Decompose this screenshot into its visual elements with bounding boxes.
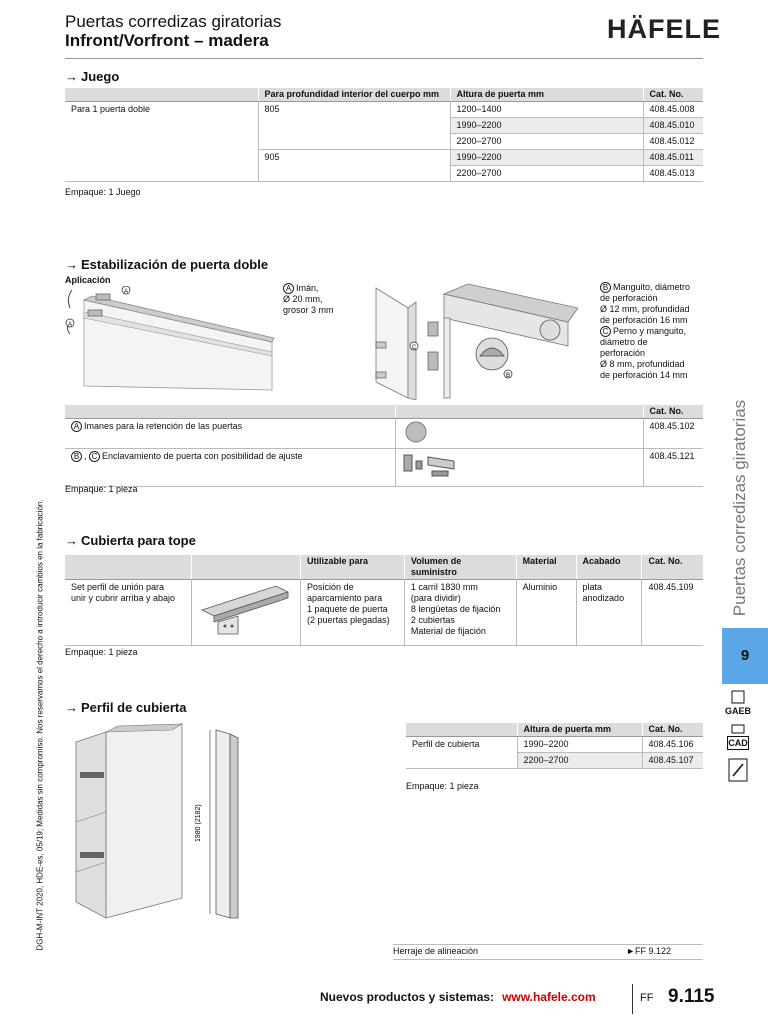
column-header [406, 723, 517, 737]
column-header [65, 405, 395, 419]
page-number-divider [632, 984, 633, 1014]
door-lock-parts-image [402, 451, 462, 481]
magnet-part [96, 294, 110, 300]
row-volume: 1 carril 1830 mm (para dividir) 8 lengüetas de fijación 2 cubiertas Material de fijación [404, 580, 516, 646]
table-header-row [65, 555, 703, 580]
row-finish: plata anodizado [576, 580, 642, 646]
column-header [192, 555, 301, 580]
section-title-cubierta-tope: → Cubierta para tope [65, 533, 196, 548]
arrow-right-icon: → [65, 69, 78, 84]
svg-text:A: A [123, 289, 129, 295]
cross-reference-label: Herraje de alineación [393, 946, 479, 956]
marker-c-icon: C [600, 326, 611, 337]
row-image [395, 449, 643, 487]
column-header [395, 405, 643, 419]
row-cat-no: 408.45.013 [643, 166, 703, 182]
row-cat-no: 408.45.012 [643, 134, 703, 150]
section-code: FF [640, 992, 654, 1004]
row-depth: 805 [258, 102, 450, 150]
svg-text:A: A [67, 322, 73, 328]
table-row [65, 419, 703, 449]
row-cat-no: 408.45.102 [643, 419, 703, 449]
column-header: Cat. No. [643, 405, 703, 419]
row-cat-no: 408.45.106 [642, 737, 703, 753]
row-cat-no: 408.45.109 [642, 580, 703, 646]
table-row [65, 102, 703, 118]
row-description: Set perfil de unión para unir y cubrir arriba y abajo [65, 580, 192, 646]
column-header [65, 88, 258, 102]
table-header-row [406, 723, 703, 737]
column-header: Cat. No. [642, 555, 703, 580]
pencil-document-icon[interactable] [722, 758, 754, 784]
svg-text:B: B [505, 373, 511, 379]
side-category-label: Puertas corredizas giratorias [730, 399, 749, 616]
header-divider [65, 58, 703, 59]
dimension-label: 1980 (2182) [195, 804, 202, 842]
column-header: Cat. No. [642, 723, 703, 737]
juego-table [65, 88, 703, 182]
estabilizacion-table [65, 405, 703, 487]
row-description: Perfil de cubierta [406, 737, 517, 769]
row-height: 2200–2700 [517, 753, 642, 769]
chapter-tab[interactable]: 9 [722, 628, 768, 684]
cross-reference-link[interactable]: ►FF 9.122 [626, 946, 671, 956]
section-title-perfil-cubierta: → Perfil de cubierta [65, 700, 187, 715]
column-header [65, 555, 192, 580]
perfil-cubierta-table [406, 723, 703, 769]
packaging-note: Empaque: 1 pieza [65, 484, 138, 494]
cross-reference-row[interactable] [393, 946, 703, 960]
packaging-note: Empaque: 1 pieza [406, 781, 479, 791]
cubierta-tope-table [65, 555, 703, 646]
door-lock-illustration [368, 282, 578, 400]
packaging-note: Empaque: 1 pieza [65, 647, 138, 657]
row-material: Aluminio [516, 580, 576, 646]
column-header: Altura de puerta mm [450, 88, 643, 102]
row-cat-no: 408.45.008 [643, 102, 703, 118]
arrow-right-icon: → [65, 533, 78, 548]
marker-a-icon: A [283, 283, 294, 294]
cad-icon[interactable]: CAD [722, 724, 754, 750]
page-number: 9.115 [668, 986, 715, 1007]
marker-c-icon: C [89, 451, 100, 462]
page-title: Puertas corredizas giratorias [65, 12, 282, 31]
row-description: Para 1 puerta doble [65, 102, 258, 182]
row-description: B , C Enclavamiento de puerta con posibilidad de ajuste [65, 449, 395, 487]
row-cat-no: 408.45.107 [642, 753, 703, 769]
table-row [406, 737, 703, 753]
table-header-row [65, 88, 703, 102]
page-subtitle: Infront/Vorfront – madera [65, 31, 269, 50]
column-header: Cat. No. [643, 88, 703, 102]
row-height: 1990–2200 [517, 737, 642, 753]
row-image [192, 580, 301, 646]
column-header: Material [516, 555, 576, 580]
application-label: Aplicación [65, 275, 111, 285]
row-cat-no: 408.45.010 [643, 118, 703, 134]
column-header: Para profundidad interior del cuerpo mm [258, 88, 450, 102]
row-height: 1990–2200 [450, 150, 643, 166]
note-magnet: A Imán, Ø 20 mm, grosor 3 mm [283, 283, 334, 315]
arrow-right-icon: → [65, 700, 78, 715]
marker-b-icon: B [71, 451, 82, 462]
row-cat-no: 408.45.011 [643, 150, 703, 166]
footer-divider [393, 944, 703, 945]
marker-b-icon: B [600, 282, 611, 293]
door-application-illustration [62, 286, 280, 398]
row-image [395, 419, 643, 449]
magnet-disc-image [402, 421, 432, 443]
row-depth: 905 [258, 150, 450, 182]
column-header: Altura de puerta mm [517, 723, 642, 737]
packaging-note: Empaque: 1 Juego [65, 187, 141, 197]
gaeb-icon[interactable]: GAEB [722, 690, 754, 716]
page-title-block [65, 12, 281, 50]
section-title-estabilizacion: → Estabilización de puerta doble [65, 257, 269, 272]
section-title-juego: → Juego [65, 69, 120, 84]
legal-note: DGH-M-INT 2020, HDE-es, 05/19; Medidas sin compromiso. Nos reservamos el derecho a introducir cambios en la fabricación. [35, 499, 45, 951]
cabinet-profile-illustration [66, 722, 254, 922]
swing-arrow-icon [68, 290, 72, 308]
row-cat-no: 408.45.121 [643, 449, 703, 487]
bottom-tagline: Nuevos productos y sistemas: www.hafele.com [320, 990, 596, 1004]
note-sleeve-pin: B Manguito, diámetro de perforación Ø 12 mm, profundidad de perforación 16 mm C Perno y manguito, diámetro de perforación Ø 8 mm, profundidad de perforación 14 mm [600, 282, 691, 380]
row-description: A Imanes para la retención de las puertas [65, 419, 395, 449]
table-row [65, 580, 703, 646]
arrow-right-icon: → [65, 257, 78, 272]
hafele-logo: HÄFELE [607, 14, 721, 44]
column-header: Volumen de suministro [404, 555, 516, 580]
svg-text:C: C [411, 345, 417, 351]
row-height: 1200–1400 [450, 102, 643, 118]
table-header-row [65, 405, 703, 419]
column-header: Acabado [576, 555, 642, 580]
row-usable: Posición de aparcamiento para 1 paquete de puerta (2 puertas plegadas) [301, 580, 405, 646]
website-link[interactable]: www.hafele.com [502, 990, 596, 1004]
row-height: 2200–2700 [450, 134, 643, 150]
column-header: Utilizable para [301, 555, 405, 580]
marker-a-icon: A [71, 421, 82, 432]
table-row [65, 449, 703, 487]
row-height: 1990–2200 [450, 118, 643, 134]
row-height: 2200–2700 [450, 166, 643, 182]
magnet-part [88, 310, 102, 316]
profile-rail-image [198, 582, 294, 636]
